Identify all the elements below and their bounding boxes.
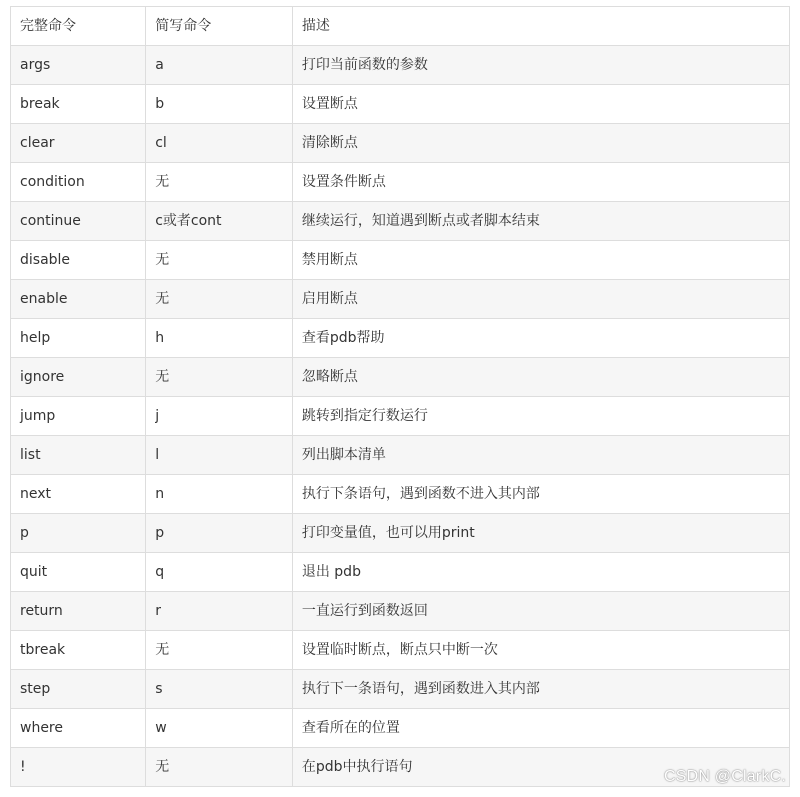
cell-description: 禁用断点 [292,241,789,280]
cell-description: 设置断点 [292,85,789,124]
table-row [11,319,790,358]
cell-short-command: w [146,709,293,748]
header-full-command: 完整命令 [11,7,146,46]
cell-short-command: n [146,475,293,514]
table-row [11,280,790,319]
cell-description: 一直运行到函数返回 [292,592,789,631]
table-row [11,436,790,475]
cell-description: 在pdb中执行语句 [292,748,789,787]
table-row [11,592,790,631]
cell-short-command: 无 [146,241,293,280]
table-row [11,46,790,85]
cell-description: 查看所在的位置 [292,709,789,748]
cell-short-command: q [146,553,293,592]
table-row [11,514,790,553]
table-row [11,124,790,163]
cell-full-command: where [11,709,146,748]
cell-short-command: cl [146,124,293,163]
table-row [11,709,790,748]
cell-description: 清除断点 [292,124,789,163]
cell-description: 打印当前函数的参数 [292,46,789,85]
table-row [11,397,790,436]
cell-description: 跳转到指定行数运行 [292,397,789,436]
cell-full-command: p [11,514,146,553]
cell-full-command: return [11,592,146,631]
table-row [11,358,790,397]
cell-full-command: next [11,475,146,514]
cell-full-command: continue [11,202,146,241]
cell-short-command: c或者cont [146,202,293,241]
table-row [11,670,790,709]
cell-short-command: j [146,397,293,436]
cell-description: 启用断点 [292,280,789,319]
cell-full-command: ignore [11,358,146,397]
cell-description: 忽略断点 [292,358,789,397]
cell-full-command: tbreak [11,631,146,670]
cell-description: 打印变量值，也可以用print [292,514,789,553]
cell-description: 退出 pdb [292,553,789,592]
table-body [11,46,790,787]
header-description: 描述 [292,7,789,46]
cell-full-command: help [11,319,146,358]
cell-short-command: 无 [146,358,293,397]
table-row [11,163,790,202]
cell-full-command: jump [11,397,146,436]
cell-full-command: break [11,85,146,124]
cell-full-command: condition [11,163,146,202]
cell-short-command: b [146,85,293,124]
cell-full-command: quit [11,553,146,592]
cell-description: 设置临时断点，断点只中断一次 [292,631,789,670]
cell-full-command: step [11,670,146,709]
cell-description: 查看pdb帮助 [292,319,789,358]
table-row [11,631,790,670]
cell-description: 执行下一条语句，遇到函数进入其内部 [292,670,789,709]
cell-description: 执行下条语句，遇到函数不进入其内部 [292,475,789,514]
csdn-watermark: CSDN @ClarkC. [664,768,786,785]
cell-short-command: 无 [146,163,293,202]
cell-full-command: clear [11,124,146,163]
table-row [11,241,790,280]
cell-full-command: args [11,46,146,85]
cell-full-command: enable [11,280,146,319]
cell-short-command: r [146,592,293,631]
pdb-commands-table [10,6,790,787]
cell-full-command: ! [11,748,146,787]
cell-short-command: l [146,436,293,475]
cell-short-command: 无 [146,631,293,670]
cell-description: 继续运行，知道遇到断点或者脚本结束 [292,202,789,241]
cell-short-command: p [146,514,293,553]
header-short-command: 简写命令 [146,7,293,46]
cell-full-command: list [11,436,146,475]
cell-short-command: h [146,319,293,358]
cell-full-command: disable [11,241,146,280]
cell-description: 设置条件断点 [292,163,789,202]
table-row [11,202,790,241]
cell-short-command: s [146,670,293,709]
cell-short-command: 无 [146,280,293,319]
cell-description: 列出脚本清单 [292,436,789,475]
table-header-row [11,7,790,46]
cell-short-command: 无 [146,748,293,787]
table-row [11,475,790,514]
cell-short-command: a [146,46,293,85]
table-row [11,85,790,124]
table-row [11,553,790,592]
